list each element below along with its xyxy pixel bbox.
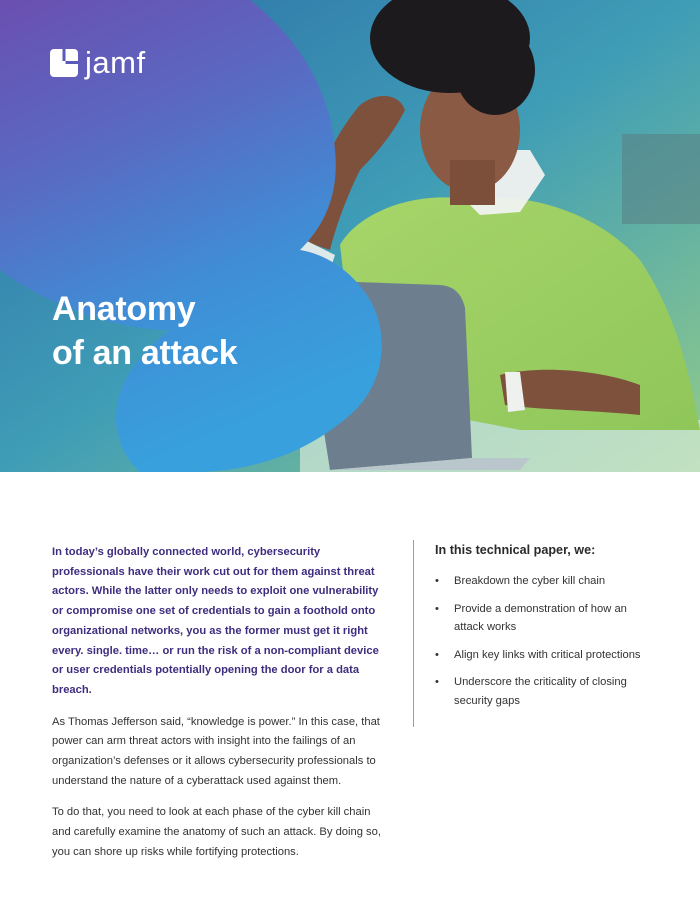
logo-wordmark: jamf [85,45,146,80]
summary-list [435,572,653,710]
bullet-icon: • [435,676,439,688]
list-item-text: Align key links with critical protections [454,648,641,661]
list-item-text: Breakdown the cyber kill chain [454,575,606,587]
list-item [435,673,653,710]
list-item [435,572,653,591]
bullet-icon: • [435,575,439,587]
list-item-text: Underscore the criticality of closing security gaps [454,676,627,707]
title-line-1: Anatomy [52,290,196,328]
jamf-logo[interactable] [50,45,146,80]
sidebar-heading: In this technical paper, we: [435,543,596,557]
body-paragraph-3: To do that, you need to look at each phase of the cyber kill chain and carefully examine the anatomy of such an attack. By doing so, you can shore up risks while fortifying protections. [52,806,381,858]
intro-paragraph: In today’s globally connected world, cybersecurity professionals have their work cut out for them against threat actors. While the latter only needs to exploit one vulnerability or compromise one set of credentials to gain a foothold onto organizational networks, you as the former must get it right every. single. time… or run the risk of a non-compliant device or user credentials potentially opening the door for a data breach. [52,546,379,696]
list-item [435,600,653,637]
list-item [435,646,653,665]
main-text-column [52,543,387,875]
bullet-icon: • [435,602,439,615]
title-line-2: of an attack [52,334,238,372]
summary-sidebar [413,540,653,727]
body-paragraph-2: As Thomas Jefferson said, “knowledge is power.” In this case, that power can arm threat actors with insight into the failings of an organization’s defenses or it allows cybersecurity professionals to understand the nature of a cyberattack used against them. [52,715,380,787]
list-item-text: Provide a demonstration of how an attack works [454,602,627,633]
page-title [52,287,237,375]
jamf-logo-mark-icon [50,49,78,77]
bullet-icon: • [435,648,439,661]
